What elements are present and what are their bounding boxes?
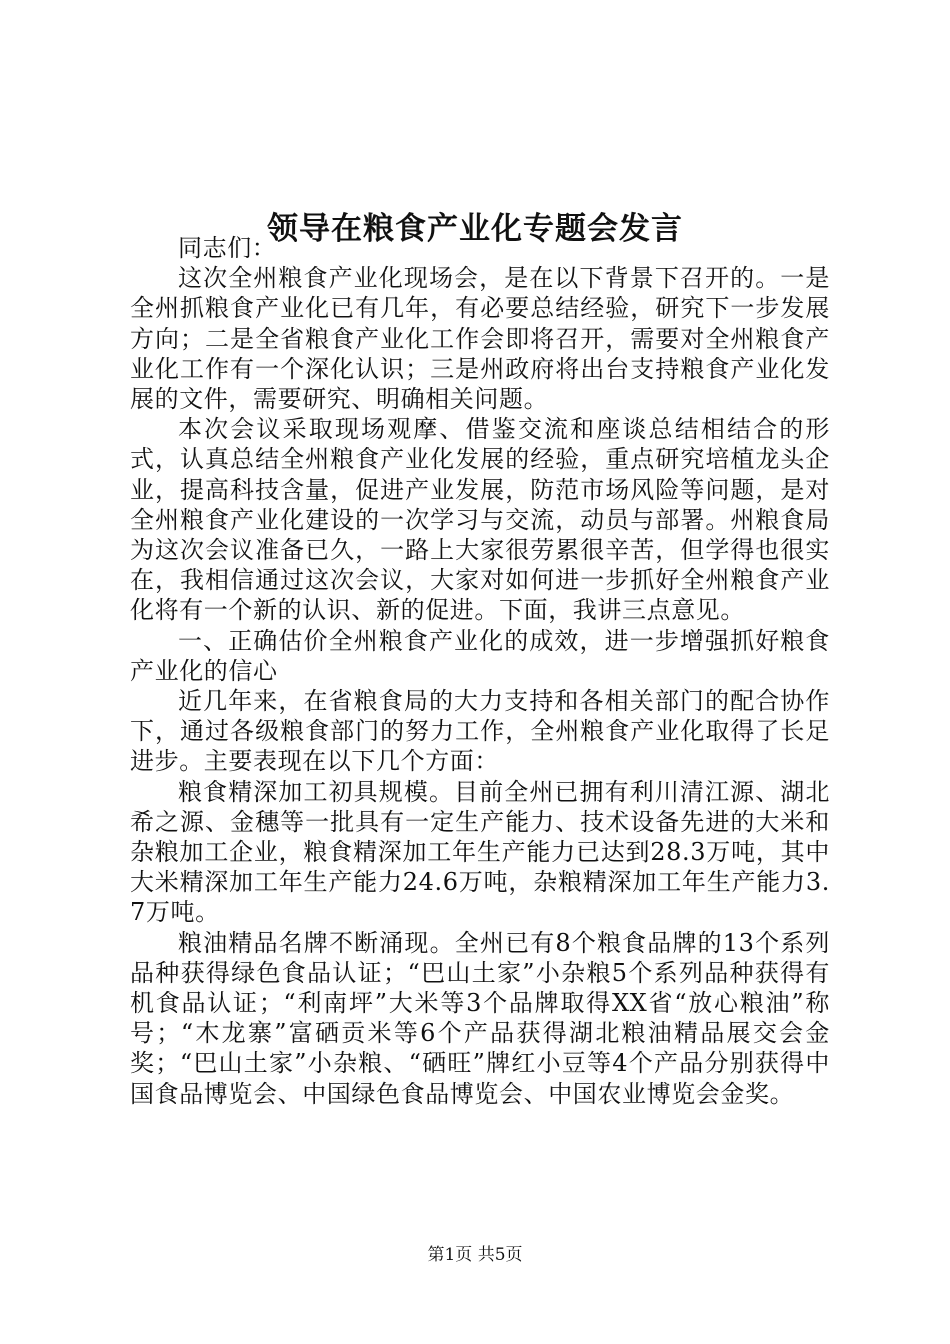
section-heading-1: 一、正确估价全州粮食产业化的成效，进一步增强抓好粮食产业化的信心 [130, 626, 830, 685]
salutation-paragraph: 同志们： [178, 234, 277, 262]
document-title: 领导在粮食产业化专题会发言 [267, 210, 683, 247]
page-number-footer: 第1页 共5页 [427, 1245, 523, 1265]
processing-scale-paragraph: 粮食精深加工初具规模。目前全州已拥有利川清江源、湖北希之源、金穗等一批具有一定生产能力、技术设备先进的大米和杂粮加工企业，粮食精深加工年生产能力已达到28.3万吨，其中大米精深加工年生产能力24.6万吨，杂粮精深加工年生产能力3.7万吨。 [130, 777, 830, 927]
brand-paragraph: 粮油精品名牌不断涌现。全州已有8个粮食品牌的13个系列品种获得绿色食品认证；“巴山土家”小杂粮5个系列品种获得有机食品认证；“利南坪”大米等3个品牌取得XX省“放心粮油”称号；“木龙寨”富硒贡米等6个产品获得湖北粮油精品展交会金奖；“巴山土家”小杂粮、“硒旺”牌红小豆等4个产品分别获得中国食品博览会、中国绿色食品博览会、中国农业博览会金奖。 [130, 928, 830, 1108]
progress-intro-paragraph: 近几年来，在省粮食局的大力支持和各相关部门的配合协作下，通过各级粮食部门的努力工作，全州粮食产业化取得了长足进步。主要表现在以下几个方面： [130, 687, 830, 776]
meeting-purpose-paragraph: 本次会议采取现场观摩、借鉴交流和座谈总结相结合的形式，认真总结全州粮食产业化发展的经验，重点研究培植龙头企业，提高科技含量，促进产业发展，防范市场风险等问题，是对全州粮食产业化建设的一次学习与交流，动员与部署。州粮食局为这次会议准备已久，一路上大家很劳累很辛苦，但学得也很实在，我相信通过这次会议，大家对如何进一步抓好全州粮食产业化将有一个新的认识、新的促进。下面，我讲三点意见。 [130, 415, 830, 625]
background-paragraph: 这次全州粮食产业化现场会，是在以下背景下召开的。一是全州抓粮食产业化已有几年，有必要总结经验，研究下一步发展方向；二是全省粮食产业化工作会即将召开，需要对全州粮食产业化工作有一个深化认识；三是州政府将出台支持粮食产业化发展的文件，需要研究、明确相关问题。 [130, 264, 830, 414]
document-body [130, 233, 830, 1109]
